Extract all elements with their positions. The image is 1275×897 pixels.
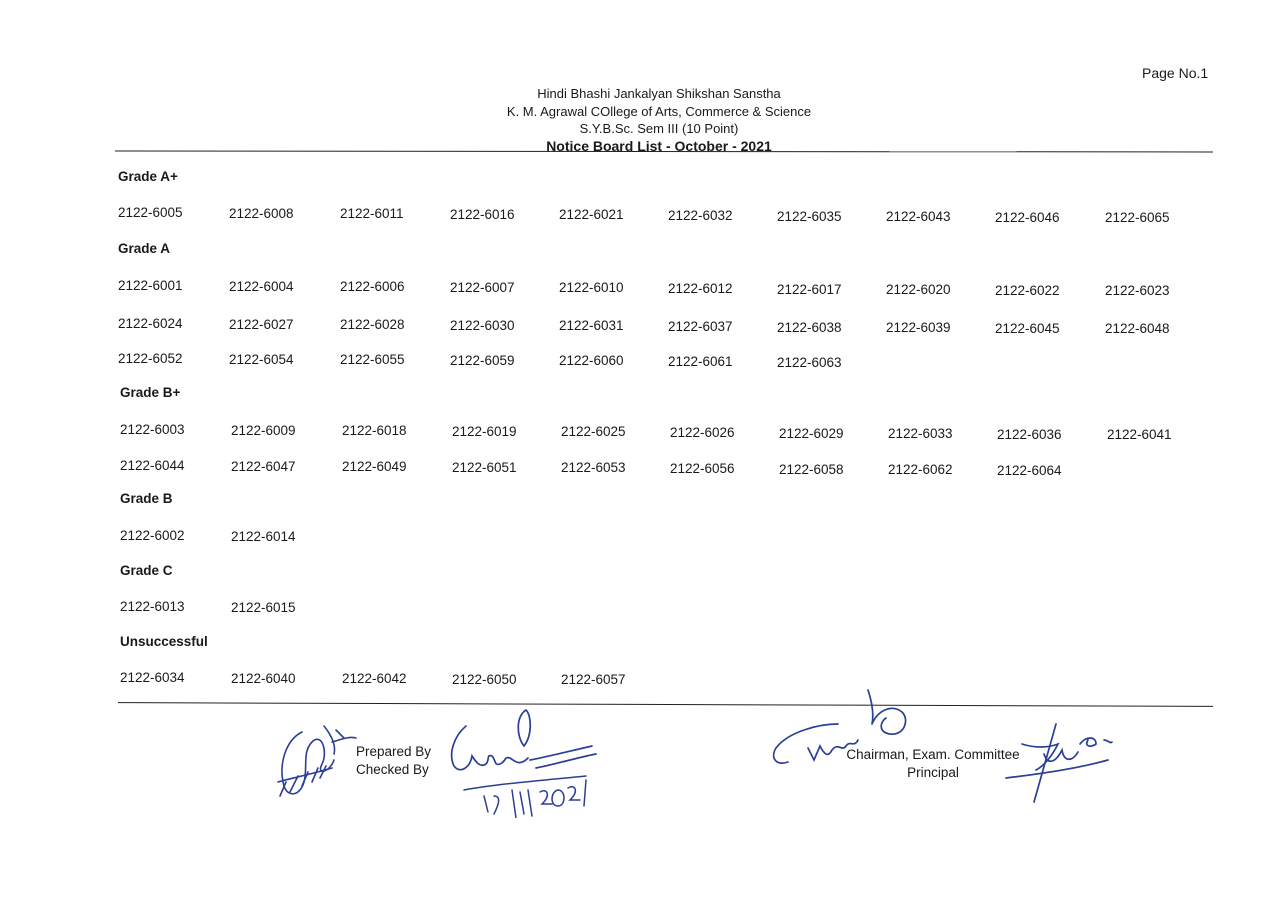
roll-number: 2122-6034 [120,670,185,685]
roll-number: 2122-6002 [120,528,185,543]
roll-number: 2122-6041 [1107,427,1172,442]
roll-number: 2122-6039 [886,320,951,335]
prepared-signature [272,712,362,804]
prepared-by-label: Prepared By [356,744,432,759]
roll-number: 2122-6020 [886,282,951,297]
roll-number: 2122-6012 [668,281,733,296]
roll-number: 2122-6014 [231,529,296,544]
roll-number: 2122-6023 [1105,283,1170,298]
roll-number: 2122-6036 [997,427,1062,442]
roll-number: 2122-6027 [229,317,294,332]
roll-number: 2122-6003 [120,422,185,437]
grade-heading: Grade C [120,563,173,578]
roll-number: 2122-6049 [342,459,407,474]
roll-number: 2122-6038 [777,320,842,335]
roll-number: 2122-6051 [452,460,517,475]
roll-number: 2122-6035 [777,209,842,224]
roll-number: 2122-6017 [777,282,842,297]
roll-number: 2122-6045 [995,321,1060,336]
college-name: K. M. Agrawal COllege of Arts, Commerce & Science [506,103,812,119]
roll-number: 2122-6050 [452,672,517,687]
roll-number: 2122-6001 [118,278,183,293]
roll-number: 2122-6058 [779,462,844,477]
roll-number: 2122-6064 [997,463,1062,478]
roll-number: 2122-6044 [120,458,185,473]
roll-number: 2122-6029 [779,426,844,441]
roll-number: 2122-6009 [231,423,296,438]
roll-number: 2122-6055 [340,352,405,367]
roll-number: 2122-6019 [452,424,517,439]
institution-name: Hindi Bhashi Jankalyan Shikshan Sanstha [537,86,781,101]
grade-heading: Grade A [118,241,171,256]
roll-number: 2122-6021 [559,207,624,222]
roll-number: 2122-6057 [561,672,626,687]
checked-by-label: Checked By [356,761,429,777]
chairman-principal-labels [841,746,1025,781]
roll-number: 2122-6025 [561,424,626,439]
roll-number: 2122-6040 [231,671,296,686]
principal-label: Principal [907,764,959,780]
roll-number: 2122-6030 [450,318,515,333]
roll-number: 2122-6046 [995,210,1060,225]
roll-number: 2122-6056 [670,461,735,476]
roll-number: 2122-6042 [342,671,407,686]
roll-number: 2122-6052 [118,351,183,366]
roll-number: 2122-6031 [559,318,624,333]
roll-number: 2122-6048 [1105,321,1170,336]
roll-number: 2122-6065 [1105,210,1170,225]
roll-number: 2122-6010 [559,280,624,295]
roll-number: 2122-6060 [559,353,624,368]
roll-number: 2122-6005 [118,205,183,220]
roll-number: 2122-6032 [668,208,733,223]
roll-number: 2122-6006 [340,279,405,294]
principal-signature [1000,718,1120,806]
grade-heading: Grade B+ [120,385,181,400]
roll-number: 2122-6011 [340,206,404,221]
grade-heading: Unsuccessful [120,634,208,649]
grade-heading: Grade A+ [118,169,178,184]
roll-number: 2122-6037 [668,319,733,334]
notice-title: Notice Board List - October - 2021 [546,137,772,154]
roll-number: 2122-6015 [231,600,296,615]
roll-number: 2122-6004 [229,279,294,294]
roll-number: 2122-6024 [118,316,183,331]
roll-number: 2122-6043 [886,209,951,224]
roll-number: 2122-6054 [229,352,294,367]
prepared-checked-labels [356,743,431,778]
roll-number: 2122-6053 [561,460,626,475]
roll-number: 2122-6013 [120,599,185,614]
roll-number: 2122-6028 [340,317,405,332]
roll-number: 2122-6026 [670,425,735,440]
roll-number: 2122-6033 [888,426,953,441]
roll-number: 2122-6047 [231,459,296,474]
course-name: S.Y.B.Sc. Sem III (10 Point) [579,121,739,136]
grade-heading: Grade B [120,491,173,506]
roll-number: 2122-6063 [777,355,842,370]
page-number: Page No.1 [1142,65,1209,81]
roll-number: 2122-6018 [342,423,407,438]
roll-number: 2122-6061 [668,354,733,369]
roll-number: 2122-6016 [450,207,515,222]
roll-number: 2122-6059 [450,353,515,368]
checked-signature [446,706,606,818]
roll-number: 2122-6022 [995,283,1060,298]
roll-number: 2122-6007 [450,280,515,295]
chairman-label: Chairman, Exam. Committee [846,747,1020,762]
roll-number: 2122-6008 [229,206,294,221]
roll-number: 2122-6062 [888,462,953,477]
